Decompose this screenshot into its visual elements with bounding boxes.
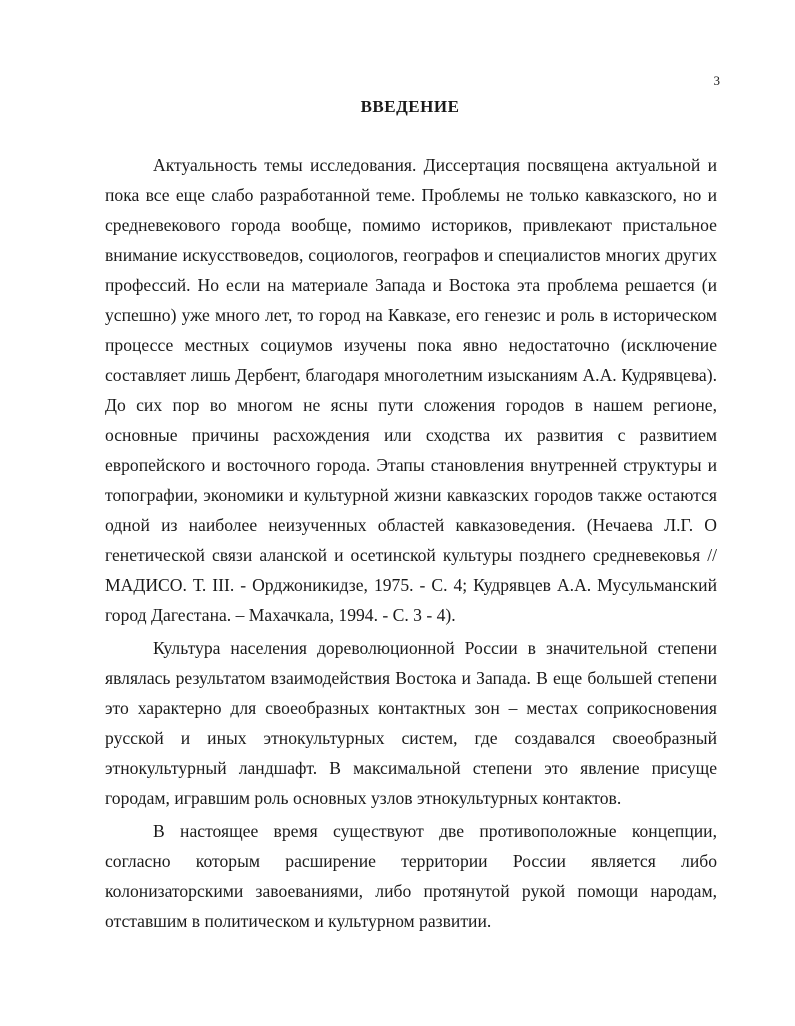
paragraph-concepts: В настоящее время существуют две противоположные концепции, согласно которым расширение территории России является либо колонизаторскими завоеваниями, либо протянутой рукой помощи народам, отставшим в политическом и культурном развитии.: [105, 821, 717, 931]
body-text: [105, 150, 717, 936]
page-number: 3: [713, 73, 720, 88]
paragraph-relevance: Актуальность темы исследования. Диссертация посвящена актуальной и пока все еще слабо разработанной теме. Проблемы не только кавказского, но и средневекового города вообще, помимо историков, привлекают пристальное внимание искусствоведов, социологов, географов и специалистов многих других профессий. Но если на материале Запада и Востока эта проблема решается (и успешно) уже много лет, то город на Кавказе, его генезис и роль в историческом процессе местных социумов изучены пока явно недостаточно (исключение составляет лишь Дербент, благодаря многолетним изысканиям А.А. Кудрявцева). До сих пор во многом не ясны пути сложения городов в нашем регионе, основные причины расхождения или сходства их развития с развитием европейского и восточного города. Этапы становления внутренней структуры и топографии, экономики и культурной жизни кавказских городов также остаются одной из наиболее неизученных областей кавказоведения. (Нечаева Л.Г. О генетической связи аланской и осетинской культуры позднего средневековья // МАДИСО. Т. III. - Орджоникидзе, 1975. - С. 4; Кудрявцев А.А. Мусульманский город Дагестана. – Махачкала, 1994. - С. 3 - 4).: [105, 155, 717, 625]
section-heading: ВВЕДЕНИЕ: [360, 97, 460, 116]
paragraph-culture: Культура населения дореволюционной России в значительной степени являлась результатом взаимодействия Востока и Запада. В еще большей степени это характерно для своеобразных контактных зон – местах соприкосновения русской и иных этнокультурных систем, где создавался своеобразный этнокультурный ландшафт. В максимальной степени это явление присуще городам, игравшим роль основных узлов этнокультурных контактов.: [105, 638, 717, 808]
